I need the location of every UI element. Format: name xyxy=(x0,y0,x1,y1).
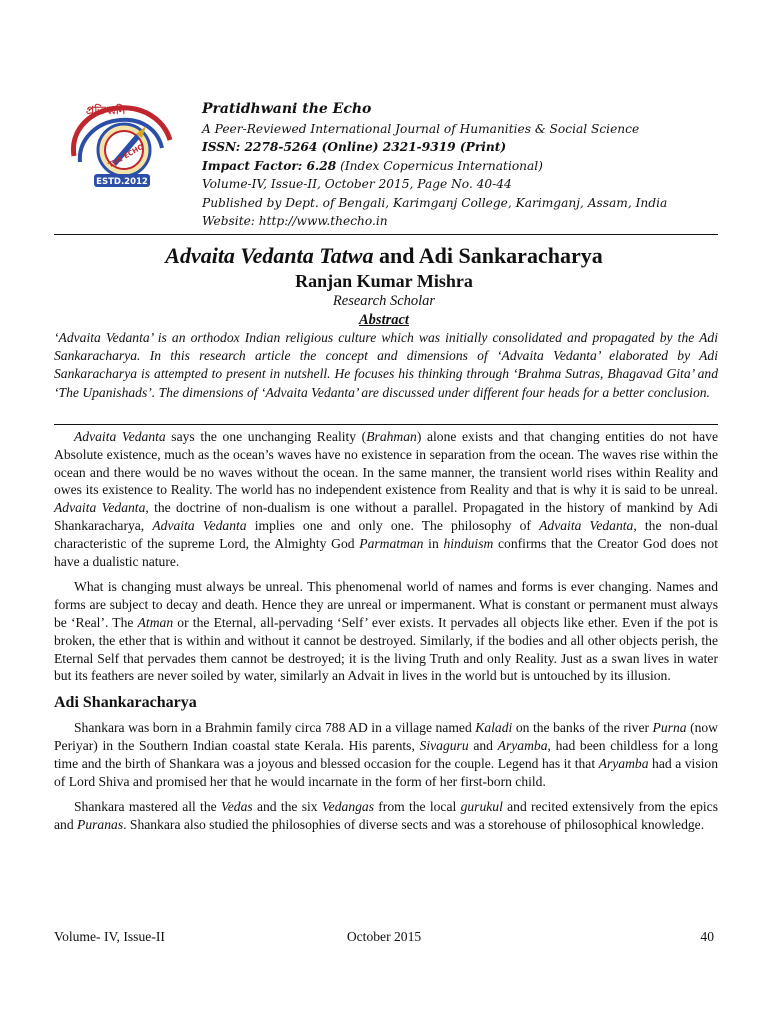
paragraph-1 xyxy=(54,428,718,570)
author-role: Research Scholar xyxy=(332,293,436,309)
paragraph-2 xyxy=(54,578,718,685)
issn-text: ISSN: 2278-5264 (Online) 2321-9319 (Print) xyxy=(202,140,507,155)
paragraph-text: and the six xyxy=(252,799,322,815)
paragraph-text: or the Eternal, all-pervading ‘Self’ ever exists. It pervades all objects like ether. Even if the pot is broken, the ether that is within and without it cannot be destroyed. Similarly, if the bodies and all other objects perish, the Eternal Self that pervades them cannot be destroyed; it is the living Truth and only Reality. Just as a swan lives in water but its feathers are never soiled by water, similarly an Advait in lives in the world but is untouched by its illusion. xyxy=(54,614,718,684)
term-gurukul: gurukul xyxy=(460,799,503,815)
paragraph-text: ) alone exists and that changing entities do not have Absolute existence, much as the ocean’s waves have no existence in separation from the ocean. The waves rise within the ocean and there would be no waves without the ocean. In the same manner, the transient world rises within Reality and owes its existence to Reality. The world has no independent existence from Reality and that is why it is said to be unreal. xyxy=(54,429,718,498)
abstract-heading: Abstract xyxy=(359,312,409,328)
term-parmatman: Parmatman xyxy=(359,535,424,551)
term-advaita-vedanta: Advaita Vedanta xyxy=(54,500,146,516)
paragraph-text: , had been childless for a long time and the birth of Shankara was a joyous and blessed occasion for the couple. Legend has it that xyxy=(54,737,718,771)
paragraph-text: implies one and only one. The philosophy of xyxy=(246,517,540,533)
article-body xyxy=(54,428,718,842)
journal-name: Pratidhwani the Echo xyxy=(202,101,372,117)
paragraph-text: from the local xyxy=(374,799,461,815)
impact-source: (Index Copernicus International) xyxy=(336,158,543,173)
journal-website[interactable]: Website: http://www.thecho.in xyxy=(202,214,388,229)
term-purna: Purna xyxy=(652,720,687,736)
footer-date: October 2015 xyxy=(346,929,422,944)
footer-page-number: 40 xyxy=(700,929,714,944)
paragraph-text: had a vision of Lord Shiva and promised her that he would incarnate in the form of her first-born child. xyxy=(54,755,718,789)
journal-impact-factor xyxy=(202,157,722,175)
abstract-divider xyxy=(54,424,718,425)
term-brahman: Brahman xyxy=(366,429,417,444)
paragraph-text: and xyxy=(468,737,498,753)
term-aryamba: Aryamba xyxy=(497,737,548,753)
logo-echo-text: THE ECHO xyxy=(106,142,146,170)
journal-volume: Volume-IV, Issue-II, October 2015, Page No. 40-44 xyxy=(202,177,512,192)
paragraph-text: on the banks of the river xyxy=(512,720,653,736)
term-hinduism: hinduism xyxy=(443,535,494,551)
term-advaita-vedanta: Advaita Vedanta xyxy=(539,517,634,533)
paragraph-text: . Shankara also studied the philosophies of diverse sects and was a storehouse of philosophical knowledge. xyxy=(123,817,705,833)
term-aryamba: Aryamba xyxy=(598,755,649,771)
journal-issn xyxy=(202,138,722,156)
paragraph-text: Shankara was born in a Brahmin family circa 788 AD in a village named xyxy=(74,720,476,736)
paragraph-text: Shankara mastered all the xyxy=(74,799,221,815)
term-vedangas: Vedangas xyxy=(321,799,374,815)
paragraph-text: and recited extensively from the epics and xyxy=(54,799,718,833)
journal-subtitle: A Peer-Reviewed International Journal of Humanities & Social Science xyxy=(202,122,640,136)
term-puranas: Puranas xyxy=(77,817,124,833)
article-author: Ranjan Kumar Mishra xyxy=(295,271,473,291)
header-divider xyxy=(54,234,718,235)
paragraph-text: What is changing must always be unreal. This phenomenal world of names and forms is ever changing. Names and forms are subject to decay and death. Hence they are unreal or impermanent. What is constant or permanent must always be ‘Real’. The xyxy=(54,579,718,630)
journal-publisher: Published by Dept. of Bengali, Karimganj College, Karimganj, Assam, India xyxy=(202,195,668,210)
article-title-rest: and Adi Sankaracharya xyxy=(373,243,603,268)
logo-title-text: প্রতিধ্বনি xyxy=(86,104,126,117)
paragraph-text: , the doctrine of non-dualism is one without a parallel. Propagated in the history of mankind by Adi Shankaracharya, xyxy=(54,500,718,533)
paragraph-text: confirms that the Creator God does not have a dualistic nature. xyxy=(54,535,719,569)
term-advaita-vedanta: Advaita Vedanta xyxy=(74,429,166,444)
paragraph-text: says the one unchanging Reality ( xyxy=(165,429,367,444)
logo-estd-text: ESTD.2012 xyxy=(96,177,148,187)
journal-logo xyxy=(60,96,192,192)
article-title-italic: Advaita Vedanta Tatwa xyxy=(165,243,374,268)
paragraph-3 xyxy=(54,719,718,790)
term-vedas: Vedas xyxy=(220,799,253,815)
paragraph-text: (now Periyar) in the Southern Indian coastal state Kerala. His parents, xyxy=(54,720,719,753)
term-kaladi: Kaladi xyxy=(475,720,513,736)
paragraph-4 xyxy=(54,798,718,834)
impact-label: Impact Factor: 6.28 xyxy=(202,158,337,173)
section-heading: Adi Shankaracharya xyxy=(54,694,197,712)
abstract-text: ‘Advaita Vedanta’ is an orthodox Indian religious culture which was initially consolidated and propagated by the Adi Sankaracharya. In this research article the concept and dimensions of ‘Advaita Vedanta’ elaborated by Adi Sankaracharya is attempted to present in nutshell. He focuses his thinking through ‘Brahma Sutras, Bhagavad Gita’ and ‘The Upanishads’. The dimensions of ‘Advaita Vedanta’ are discussed under different four heads for a better conclusion. xyxy=(54,330,718,400)
journal-header xyxy=(202,98,722,230)
term-advaita-vedanta: Advaita Vedanta xyxy=(152,517,247,533)
paragraph-text: in xyxy=(423,535,444,551)
footer-volume: Volume- IV, Issue-II xyxy=(54,929,165,944)
term-atman: Atman xyxy=(137,614,174,630)
paragraph-text: , the non-dual characteristic of the supreme Lord, the Almighty God xyxy=(54,517,718,551)
article-title xyxy=(0,242,768,270)
term-sivaguru: Sivaguru xyxy=(419,737,469,753)
